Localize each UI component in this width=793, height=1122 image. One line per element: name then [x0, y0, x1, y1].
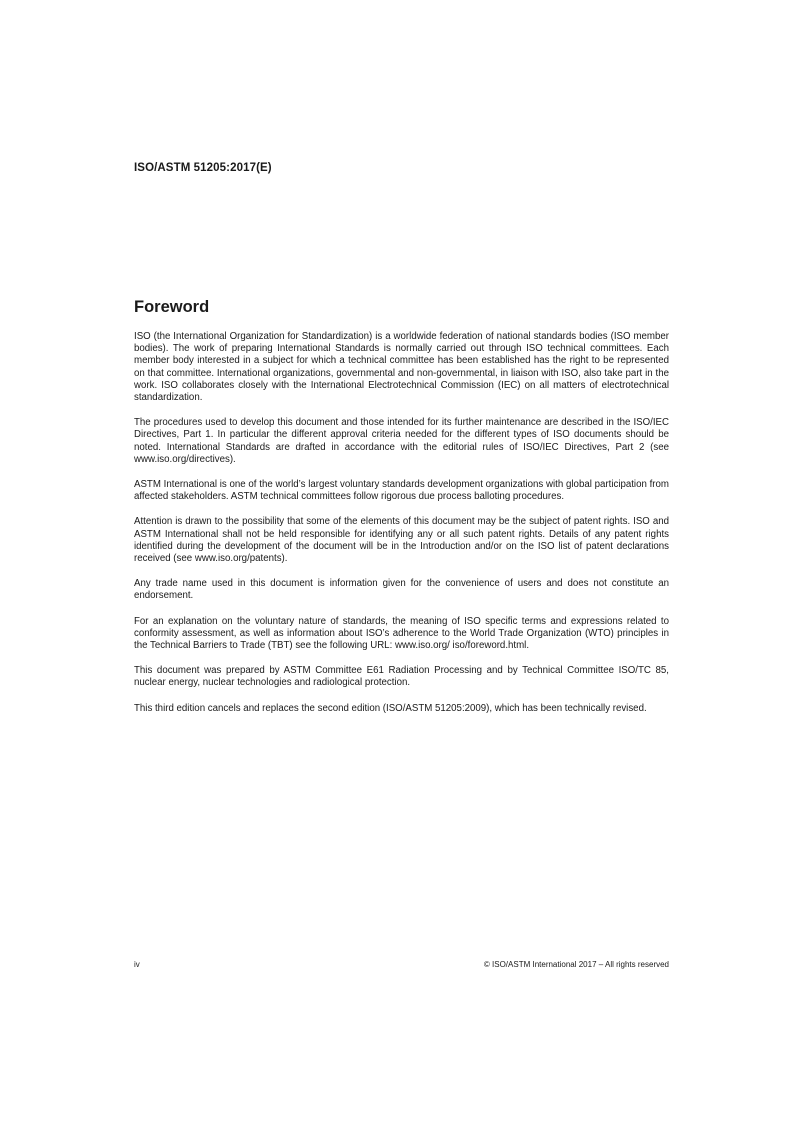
- foreword-paragraph-voluntary-nature: For an explanation on the voluntary nature of standards, the meaning of ISO specific terms and expressions related to conformity assessment, as well as information about ISO’s adherence to the World Trade Organization (WTO) principles in the Technical Barriers to Trade (TBT) see the following URL: www.iso.org/ iso/foreword.html.: [134, 615, 669, 652]
- copyright-notice: © ISO/ASTM International 2017 – All rights reserved: [483, 960, 669, 969]
- foreword-paragraph-edition: This third edition cancels and replaces the second edition (ISO/ASTM 51205:2009), which has been technically revised.: [134, 702, 647, 714]
- foreword-paragraph-iso: ISO (the International Organization for Standardization) is a worldwide federation of national standards bodies (ISO member bodies). The work of preparing International Standards is normally carried out through ISO technical committees. Each member body interested in a subject for which a technical committee has been established has the right to be represented on that committee. International organizations, governmental and non-governmental, in liaison with ISO, also take part in the work. ISO collaborates closely with the International Electrotechnical Commission (IEC) on all matters of electrotechnical standardization.: [134, 331, 669, 404]
- page-title: Foreword: [134, 298, 210, 316]
- foreword-paragraph-procedures: The procedures used to develop this document and those intended for its further maintenance are described in the ISO/IEC Directives, Part 1. In particular the different approval criteria needed for the different types of ISO documents should be noted. International Standards are drafted in accordance with the editorial rules of ISO/IEC Directives, Part 2 (see www.iso.org/directives).: [134, 417, 669, 465]
- foreword-paragraph-trade-name: Any trade name used in this document is information given for the convenience of users and does not constitute an endorsement.: [134, 578, 669, 602]
- foreword-paragraph-astm: ASTM International is one of the world’s largest voluntary standards development organizations with global participation from affected stakeholders. ASTM technical committees follow rigorous due process balloting procedures.: [134, 479, 669, 503]
- foreword-body: [134, 331, 669, 728]
- page-number: iv: [134, 960, 140, 969]
- foreword-paragraph-patents: Attention is drawn to the possibility that some of the elements of this document may be the subject of patent rights. ISO and ASTM International shall not be held responsible for identifying any or all such patent rights. Details of any patent rights identified during the development of the document will be in the Introduction and/or on the ISO list of patent declarations received (see www.iso.org/patents).: [134, 516, 669, 565]
- document-id: ISO/ASTM 51205:2017(E): [134, 162, 272, 174]
- foreword-paragraph-committee: This document was prepared by ASTM Committee E61 Radiation Processing and by Technical Committee ISO/TC 85, nuclear energy, nuclear technologies and radiological protection.: [134, 665, 669, 689]
